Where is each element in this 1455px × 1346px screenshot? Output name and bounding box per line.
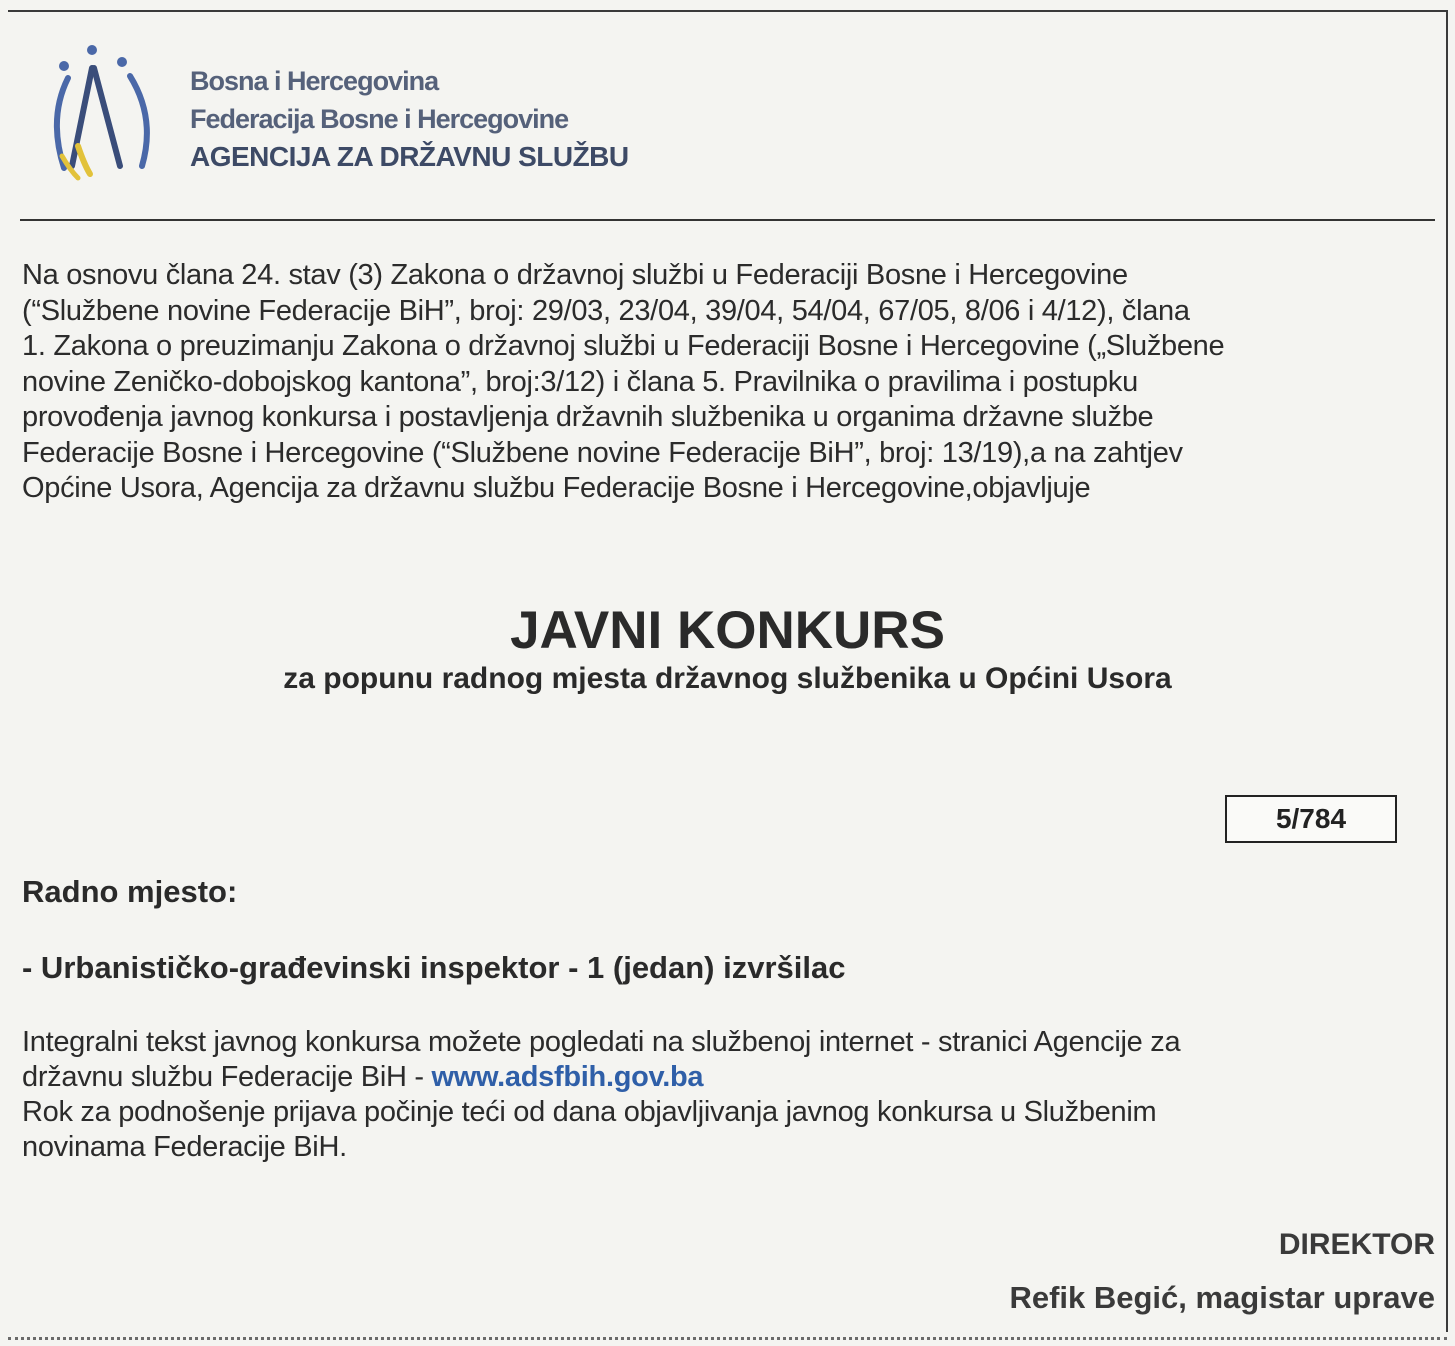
body-line: Rok za podnošenje prijava počinje teći od dana objavljivanja javnog konkursa u Službenim — [22, 1096, 1157, 1128]
document-title: JAVNI KONKURS — [510, 601, 945, 660]
body-line: novinama Federacije BiH. — [22, 1131, 347, 1163]
intro-line: Na osnovu člana 24. stav (3) Zakona o državnoj službi u Federaciji Bosne i Hercegovine — [22, 259, 1128, 291]
signature-title: DIREKTOR — [1278, 1228, 1435, 1261]
intro-line: provođenja javnog konkursa i postavljenja državnih službenika u organima državne službe — [22, 401, 1154, 433]
agency-name: AGENCIJA ZA DRŽAVNU SLUŽBU — [190, 141, 629, 172]
country-name: Bosna i Hercegovina — [190, 66, 439, 96]
intro-paragraph — [22, 258, 1432, 507]
agency-header — [44, 38, 744, 198]
body-line: Integralni tekst javnog konkursa možete pogledati na službenoj internet - stranici Agencije za — [22, 1026, 1181, 1058]
header-divider — [20, 219, 1435, 221]
intro-line: novine Zeničko-dobojskog kantona”, broj:3/12) i člana 5. Pravilnika o pravilima i postupku — [22, 365, 1138, 398]
intro-line: Federacije Bosne i Hercegovine (“Službene novine Federacije BiH”, broj: 13/19),a na zahtjev — [22, 436, 1183, 469]
intro-line: 1. Zakona o preuzimanju Zakona o državnoj službi u Federaciji Bosne i Hercegovine („Službene — [22, 330, 1225, 362]
intro-line: (“Službene novine Federacije BiH”, broj: 29/03, 23/04, 39/04, 54/04, 67/05, 8/06 i 4/12), člana — [22, 294, 1190, 327]
body-line-prefix: državnu službu Federacije BiH - — [22, 1061, 432, 1093]
intro-line: Općine Usora, Agencija za državnu službu Federacije Bosne i Hercegovine,objavljuje — [22, 472, 1091, 504]
agency-name-block — [190, 62, 629, 176]
bottom-cut-line — [8, 1337, 1447, 1340]
agency-logo-icon — [44, 38, 164, 188]
signature-name: Refik Begić, magistar uprave — [1009, 1280, 1435, 1315]
reference-number-box: 5/784 — [1225, 795, 1397, 843]
agency-website-link[interactable]: www.adsfbih.gov.ba — [431, 1061, 704, 1093]
federation-name: Federacija Bosne i Hercegovine — [190, 104, 569, 134]
body-line — [22, 1060, 1432, 1095]
position-label: Radno mjesto: — [22, 874, 238, 909]
body-paragraph — [22, 1025, 1432, 1165]
position-item: - Urbanističko-građevinski inspektor - 1 (jedan) izvršilac — [22, 950, 846, 985]
document-subtitle: za popunu radnog mjesta državnog službenika u Općini Usora — [283, 662, 1172, 695]
